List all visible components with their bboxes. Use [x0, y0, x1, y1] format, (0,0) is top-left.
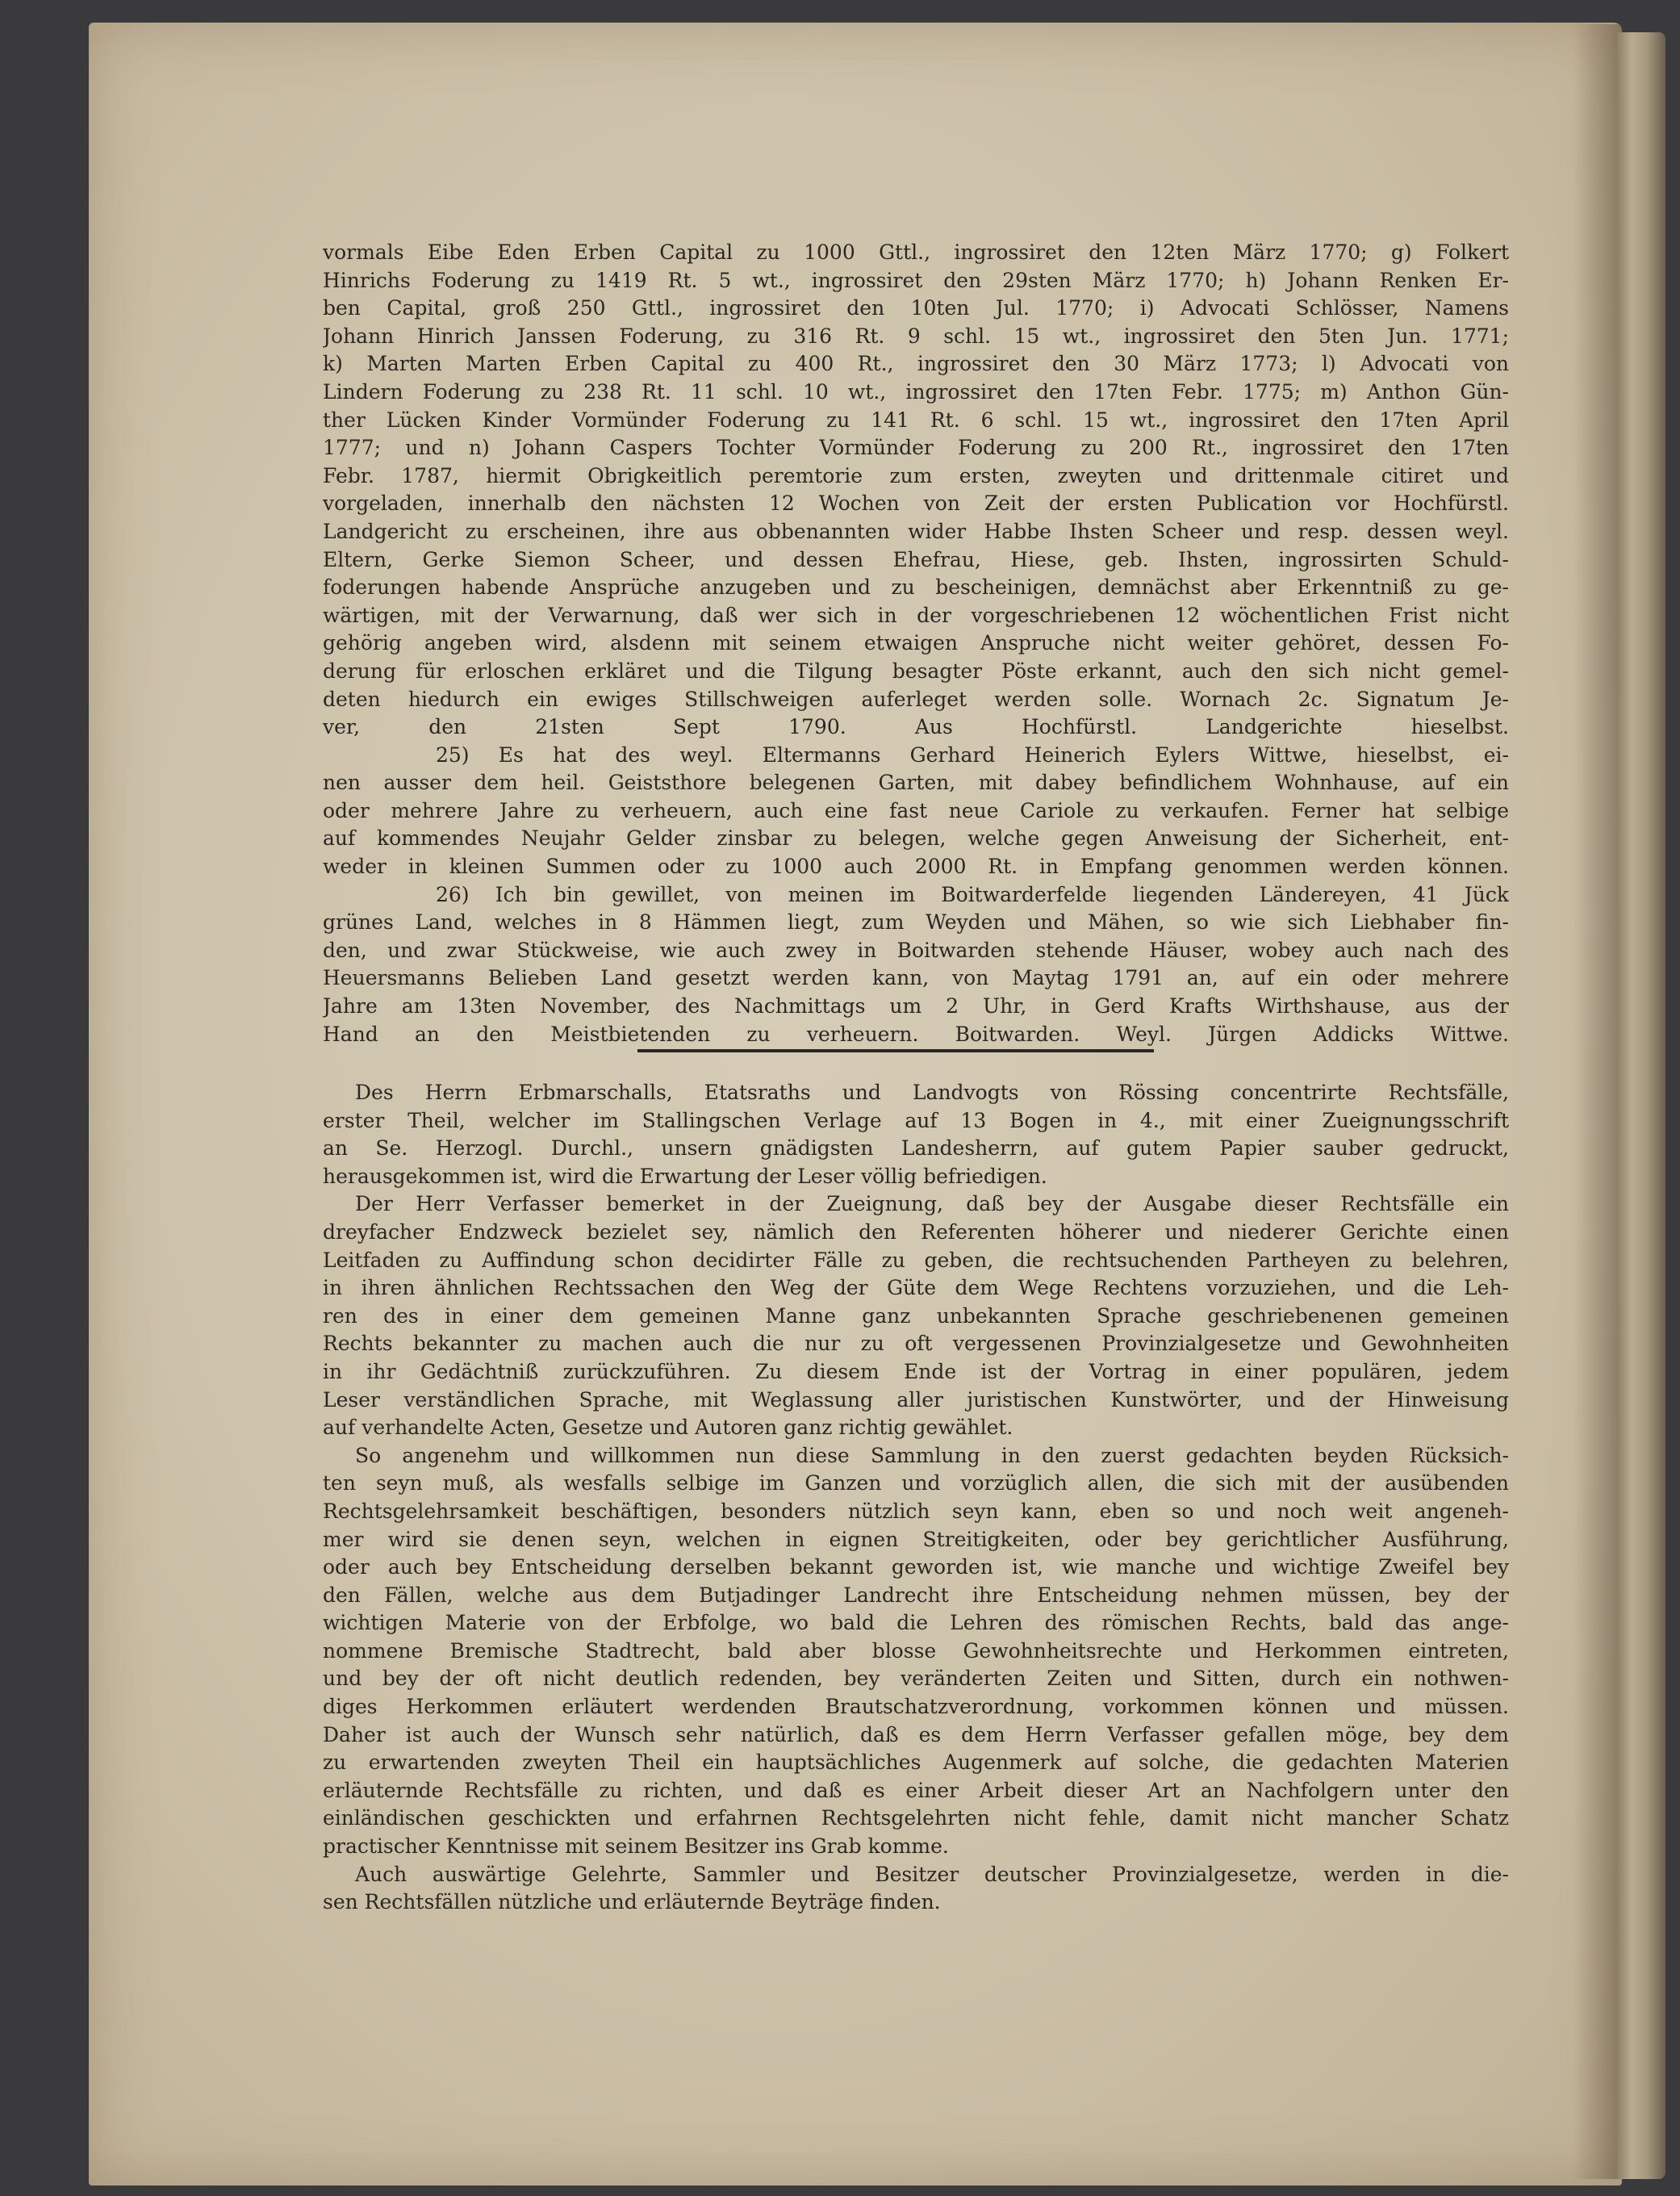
text-line: Rechtsgelehrsamkeit beschäftigen, besonders nützlich seyn kann, eben so und noch weit angeneh-: [323, 1499, 1509, 1523]
notices-section: [323, 239, 1509, 1048]
text-line: ver, den 21sten Sept 1790. Aus Hochfürstl. Landgerichte hieselbst.: [323, 715, 1509, 739]
text-line: diges Herkommen erläutert werdenden Brautschatzverordnung, vorkommen können und müssen.: [323, 1695, 1509, 1719]
page-edge: [1617, 32, 1665, 2179]
text-line: Febr. 1787, hiermit Obrigkeitlich peremtorie zum ersten, zweyten und drittenmale citiret und: [323, 463, 1509, 487]
text-line: Der Herr Verfasser bemerket in der Zueignung, daß bey der Ausgabe dieser Rechtsfälle ein: [355, 1192, 1509, 1216]
text-line: Hand an den Meistbietenden zu verheuern. Boitwarden. Weyl. Jürgen Addicks Wittwe.: [323, 1022, 1509, 1046]
text-line: oder auch bey Entscheidung derselben bekannt geworden ist, wie manche und wichtige Zweifel bey: [323, 1555, 1509, 1579]
text-line: erläuternde Rechtsfälle zu richten, und daß es einer Arbeit dieser Art an Nachfolgern unter den: [323, 1778, 1509, 1802]
text-line: Auch auswärtige Gelehrte, Sammler und Besitzer deutscher Provinzialgesetze, werden in die-: [355, 1862, 1509, 1886]
text-line: Jahre am 13ten November, des Nachmittags um 2 Uhr, in Gerd Krafts Wirthshause, aus der: [323, 994, 1509, 1019]
text-line: erster Theil, welcher im Stallingschen Verlage auf 13 Bogen in 4., mit einer Zueignungsschrift: [323, 1108, 1509, 1132]
text-line: einländischen geschickten und erfahrnen Rechtsgelehrten nicht fehle, damit nicht mancher Schatz: [323, 1806, 1509, 1830]
text-line: vorgeladen, innerhalb den nächsten 12 Wochen von Zeit der ersten Publication vor Hochfürstl.: [323, 491, 1509, 516]
text-line: Lindern Foderung zu 238 Rt. 11 schl. 10 wt., ingrossiret den 17ten Febr. 1775; m) Anthon Gün-: [323, 379, 1509, 404]
review-section: [323, 1079, 1509, 1917]
text-line: dreyfacher Endzweck bezielet sey, nämlich den Referenten höherer und niederer Gerichte einen: [323, 1219, 1509, 1244]
text-line: und bey der oft nicht deutlich redenden, bey veränderten Zeiten und Sitten, durch ein nothwen-: [323, 1667, 1509, 1691]
section-divider: [637, 1049, 1154, 1052]
text-line: foderungen habende Ansprüche anzugeben und zu bescheinigen, demnächst aber Erkenntniß zu ge-: [323, 575, 1509, 600]
text-line: sen Rechtsfällen nützliche und erläuternde Beyträge finden.: [323, 1890, 941, 1914]
text-line: in ihren ähnlichen Rechtssachen den Weg der Güte dem Wege Rechtens vorzuziehen, und die Leh-: [323, 1276, 1509, 1300]
text-line: k) Marten Marten Erben Capital zu 400 Rt., ingrossiret den 30 März 1773; l) Advocati von: [323, 352, 1509, 376]
text-line: Des Herrn Erbmarschalls, Etatsraths und Landvogts von Rössing concentrirte Rechtsfälle,: [355, 1081, 1509, 1104]
text-line: wärtigen, mit der Verwarnung, daß wer sich in der vorgeschriebenen 12 wöchentlichen Frist nicht: [323, 603, 1509, 627]
text-line: grünes Land, welches in 8 Hämmen liegt, zum Weyden und Mähen, so wie sich Liebhaber fin-: [323, 910, 1509, 935]
text-line: ben Capital, groß 250 Gttl., ingrossiret den 10ten Jul. 1770; i) Advocati Schlösser, Namens: [323, 296, 1509, 320]
text-line: Daher ist auch der Wunsch sehr natürlich, daß es dem Herrn Verfasser gefallen möge, bey dem: [323, 1722, 1509, 1746]
text-line: Leser verständlichen Sprache, mit Weglassung aller juristischen Kunstwörter, und der Hinweisung: [323, 1387, 1509, 1412]
text-line: practischer Kenntnisse mit seinem Besitzer ins Grab komme.: [323, 1834, 949, 1859]
text-line: gehörig angeben wird, alsdenn mit seinem etwaigen Anspruche nicht weiter gehöret, dessen Fo-: [323, 631, 1509, 655]
notice-26-line: 26) Ich bin gewillet, von meinen im Boitwarderfelde liegenden Ländereyen, 41 Jück: [436, 882, 1509, 906]
book-gutter-shadow: [1573, 24, 1622, 2179]
text-line: Leitfaden zu Auffindung schon decidirter Fälle zu geben, die rechtsuchenden Partheyen zu belehren,: [323, 1248, 1509, 1272]
text-line: in ihr Gedächtniß zurückzuführen. Zu diesem Ende ist der Vortrag in einer populären, jedem: [323, 1359, 1509, 1383]
text-line: nen ausser dem heil. Geiststhore belegenen Garten, mit dabey befindlichem Wohnhause, auf ein: [323, 771, 1509, 795]
text-line: nommene Bremische Stadtrecht, bald aber blosse Gewohnheitsrechte und Herkommen eintreten,: [323, 1638, 1509, 1663]
text-line: zu erwartenden zweyten Theil ein hauptsächliches Augenmerk auf solche, die gedachten Materien: [323, 1751, 1509, 1775]
text-line: derung für erloschen erkläret und die Tilgung besagter Pöste erkannt, auch den sich nicht gemel-: [323, 659, 1509, 683]
text-line: an Se. Herzogl. Durchl., unsern gnädigsten Landesherrn, auf gutem Papier sauber gedruckt,: [323, 1136, 1509, 1161]
text-line: Eltern, Gerke Siemon Scheer, und dessen Ehefrau, Hiese, geb. Ihsten, ingrossirten Schuld-: [323, 547, 1509, 571]
text-line: ther Lücken Kinder Vormünder Foderung zu 141 Rt. 6 schl. 15 wt., ingrossiret den 17ten April: [323, 408, 1509, 432]
text-line: ren des in einer dem gemeinen Manne ganz unbekannten Sprache geschriebenenen gemeinen: [323, 1303, 1509, 1328]
text-line: Landgericht zu erscheinen, ihre aus obbenannten wider Habbe Ihsten Scheer und resp. dessen weyl.: [323, 519, 1509, 543]
text-line: herausgekommen ist, wird die Erwartung der Leser völlig befriedigen.: [323, 1164, 1047, 1188]
text-line: wichtigen Materie von der Erbfolge, wo bald die Lehren des römischen Rechts, bald das ange-: [323, 1611, 1509, 1635]
text-line: Heuersmanns Belieben Land gesetzt werden kann, von Maytag 1791 an, auf ein oder mehrere: [323, 966, 1509, 990]
text-line: Rechts bekannter zu machen auch die nur zu oft vergessenen Provinzialgesetze und Gewohnheiten: [323, 1332, 1509, 1356]
text-line: den, und zwar Stückweise, wie auch zwey in Boitwarden stehende Häuser, wobey auch nach des: [323, 938, 1509, 962]
text-line: auf verhandelte Acten, Gesetze und Autoren ganz richtig gewählet.: [323, 1416, 1013, 1440]
text-line: mer wird sie denen seyn, welchen in eignen Streitigkeiten, oder bey gerichtlicher Ausführung,: [323, 1527, 1509, 1551]
text-line: ten seyn muß, als wesfalls selbige im Ganzen und vorzüglich allen, die sich mit der ausübenden: [323, 1471, 1509, 1495]
text-line: Hinrichs Foderung zu 1419 Rt. 5 wt., ingrossiret den 29sten März 1770; h) Johann Renken Er-: [323, 268, 1509, 292]
text-line: auf kommendes Neujahr Gelder zinsbar zu belegen, welche gegen Anweisung der Sicherheit, ent-: [323, 826, 1509, 851]
notice-25-line: 25) Es hat des weyl. Eltermanns Gerhard Heinerich Eylers Wittwe, hieselbst, ei-: [436, 742, 1509, 767]
text-line: Johann Hinrich Janssen Foderung, zu 316 Rt. 9 schl. 15 wt., ingrossiret den 5ten Jun. 1771;: [323, 324, 1509, 348]
text-line: 1777; und n) Johann Caspers Tochter Vormünder Foderung zu 200 Rt., ingrossiret den 17ten: [323, 436, 1509, 460]
text-line: oder mehrere Jahre zu verheuern, auch eine fast neue Cariole zu verkaufen. Ferner hat selbige: [323, 798, 1509, 822]
text-line: So angenehm und willkommen nun diese Sammlung in den zuerst gedachten beyden Rücksich-: [355, 1443, 1509, 1467]
text-line: weder in kleinen Summen oder zu 1000 auch 2000 Rt. in Empfang genommen werden können.: [323, 855, 1509, 879]
text-line: deten hiedurch ein ewiges Stillschweigen auferleget werden solle. Wornach 2c. Signatum Je-: [323, 687, 1509, 711]
text-line: vormals Eibe Eden Erben Capital zu 1000 Gttl., ingrossiret den 12ten März 1770; g) Folkert: [323, 241, 1509, 264]
text-line: den Fällen, welche aus dem Butjadinger Landrecht ihre Entscheidung nehmen müssen, bey der: [323, 1583, 1509, 1607]
